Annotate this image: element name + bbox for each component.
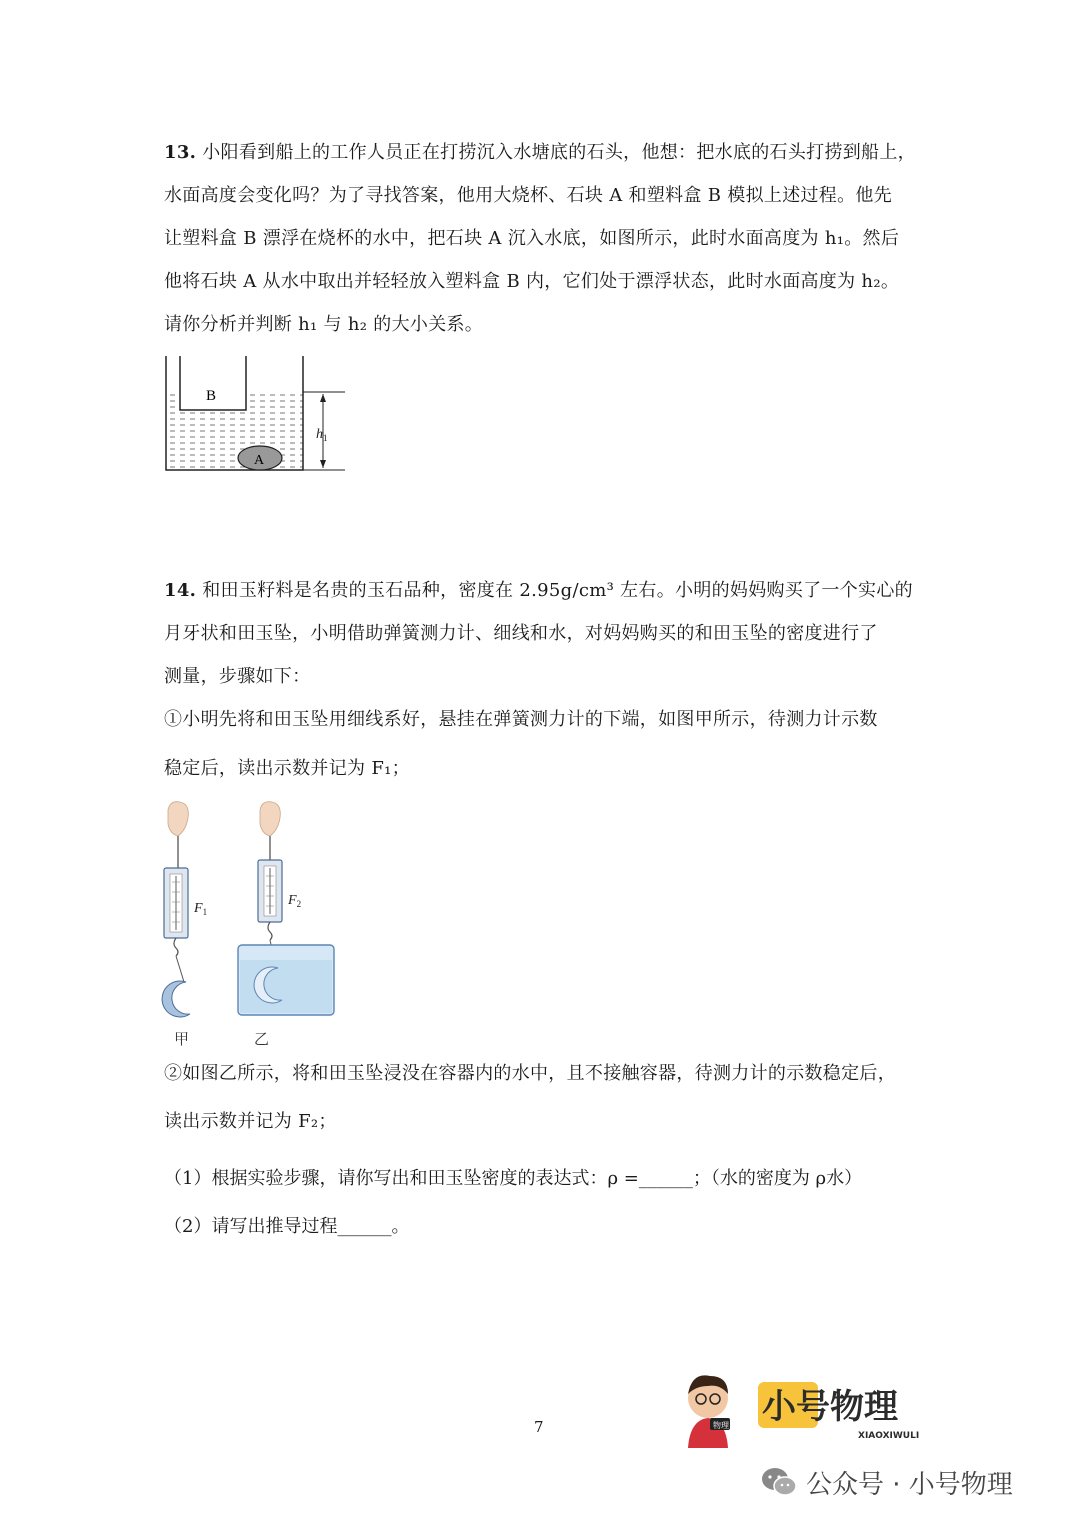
wechat-account-label (760, 1462, 1013, 1502)
q14-step1-line-2: 稳定后，读出示数并记为 F₁； (164, 758, 410, 779)
q14-line-2: 月牙状和田玉坠，小明借助弹簧测力计、细线和水，对妈妈购买的和田玉坠的密度进行了 (164, 623, 878, 644)
q14-step2-line-2: 读出示数并记为 F₂； (164, 1111, 337, 1132)
q13-beaker-figure (160, 350, 360, 480)
q13-line-5: 请你分析并判断 h₁ 与 h₂ 的大小关系。 (164, 314, 484, 335)
svg-text:物理: 物理 (713, 1421, 729, 1430)
setup-yi (238, 802, 334, 1048)
q13-line-2: 水面高度会变化吗？为了寻找答案，他用大烧杯、石块 A 和塑料盒 B 模拟上述过程。他先 (164, 185, 893, 206)
page-number: 7 (534, 1418, 544, 1436)
logo-small-text: XIAOXIWULI (858, 1431, 920, 1441)
q13-paragraph (164, 131, 924, 346)
q14-number: 14. (164, 580, 197, 601)
q14-step2-line-1: ②如图乙所示，将和田玉坠浸没在容器内的水中，且不接触容器，待测力计的示数稳定后， (164, 1063, 896, 1084)
logo-text: 小号物理 (762, 1387, 898, 1427)
hand-icon (260, 802, 280, 836)
q14-line-3: 测量，步骤如下： (164, 666, 311, 687)
wechat-account-text: 公众号 · 小号物理 (806, 1469, 1013, 1500)
q14-sub2: （2）请写出推导过程______。 (164, 1216, 410, 1237)
q14-sub1: （1）根据实验步骤，请你写出和田玉坠密度的表达式：ρ =______；（水的密度为 ρ水） (164, 1168, 863, 1189)
caption-yi: 乙 (254, 1030, 270, 1048)
label-f2: $F_2$ (288, 893, 302, 909)
label-h1: $h_1$ (316, 427, 328, 443)
q14-step1-line-1: ①小明先将和田玉坠用细线系好，悬挂在弹簧测力计的下端，如图甲所示，待测力计示数 (164, 709, 878, 730)
caption-jia: 甲 (174, 1030, 190, 1048)
q13-line-1: 13. 小阳看到船上的工作人员正在打捞沉入水塘底的石头，他想：把水底的石头打捞到船上， (164, 142, 916, 163)
setup-jia (162, 802, 207, 1048)
label-f1: $F_1$ (194, 901, 208, 917)
q14-paragraph (164, 569, 924, 790)
q14-spring-scale-figure (150, 800, 350, 1055)
q13-number: 13. (164, 142, 197, 163)
q13-line-4: 他将石块 A 从水中取出并轻轻放入塑料盒 B 内，它们处于漂浮状态，此时水面高度为 h₂。 (164, 271, 900, 292)
label-b: B (206, 388, 217, 404)
brand-logo (680, 1368, 930, 1448)
hand-icon (168, 802, 188, 836)
wechat-icon (760, 1466, 798, 1498)
q13-line-3: 让塑料盒 B 漂浮在烧杯的水中，把石块 A 沉入水底，如图所示，此时水面高度为 h₁。然后 (164, 228, 900, 249)
q14-line-1: 14. 和田玉籽料是名贵的玉石品种，密度在 2.95g/cm³ 左右。小明的妈妈购买了一个实心的 (164, 580, 913, 601)
jade-pendant-jia (162, 981, 190, 1017)
label-a: A (254, 453, 265, 468)
q14-step2 (164, 1050, 924, 1146)
